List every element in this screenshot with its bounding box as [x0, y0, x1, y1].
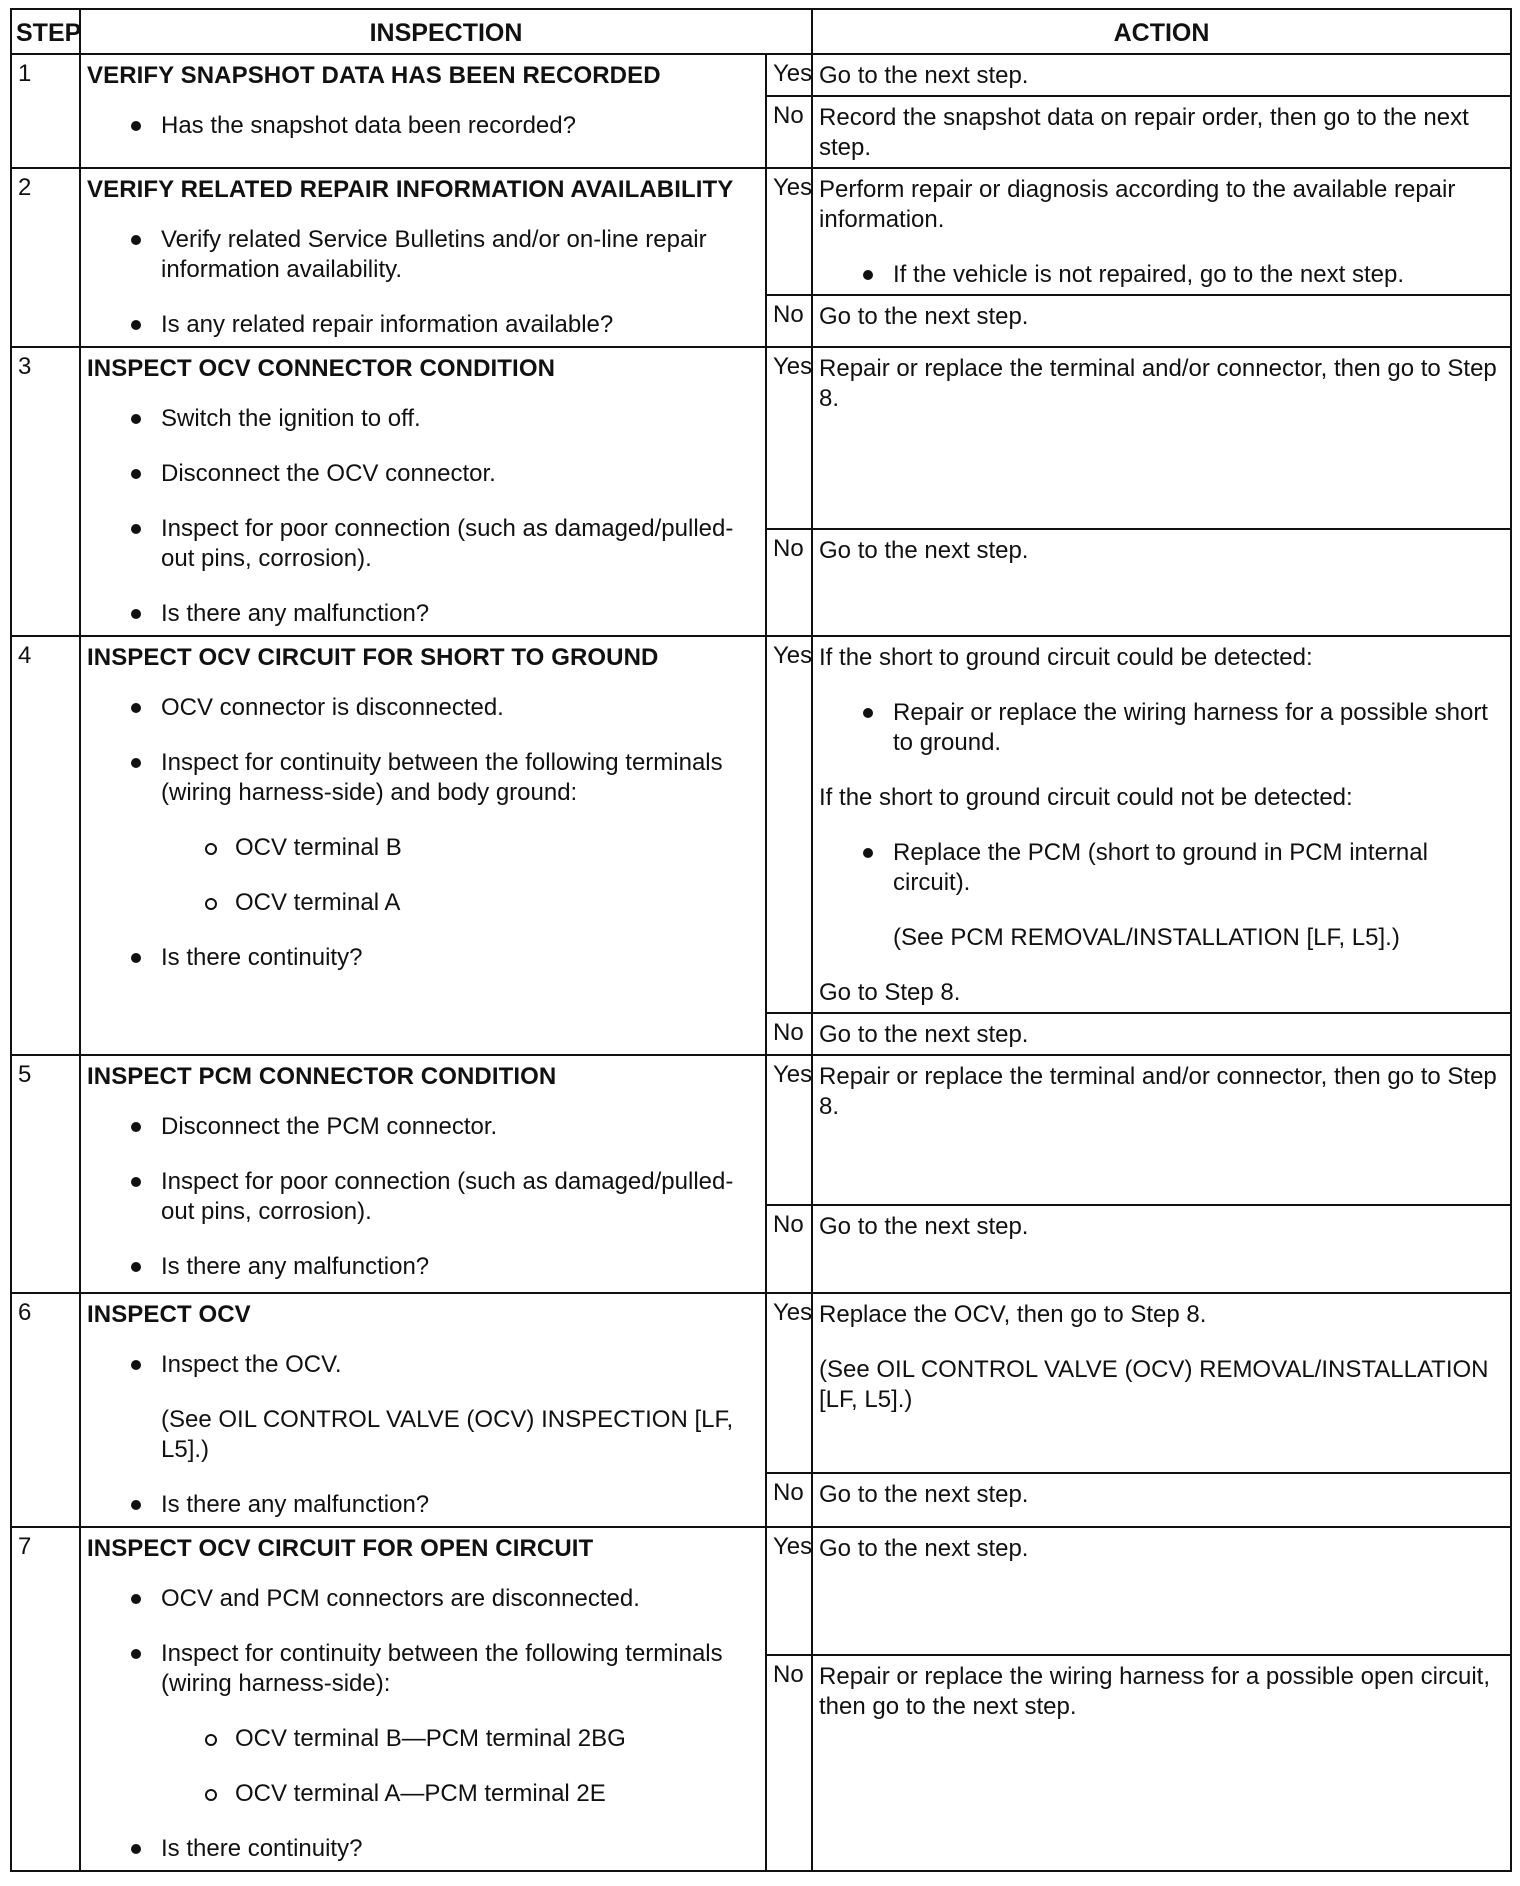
step-title: INSPECT OCV — [87, 1301, 251, 1328]
inspection-cell — [80, 1055, 766, 1293]
inspection-cell — [80, 347, 766, 636]
inspection-bullet: Disconnect the PCM connector. — [161, 1112, 759, 1142]
step-title: INSPECT OCV CONNECTOR CONDITION — [87, 355, 556, 382]
table-row — [11, 168, 1511, 295]
action-bullet: Repair or replace the wiring harness for a possible short to ground. — [893, 698, 1504, 758]
step-number: 5 — [11, 1055, 80, 1293]
yes-label: Yes — [766, 1293, 812, 1473]
action-no: Repair or replace the wiring harness for a possible open circuit, then go to the next step. — [812, 1655, 1511, 1871]
action-yes: Go to the next step. — [812, 54, 1511, 96]
yes-label: Yes — [766, 168, 812, 295]
step-title: INSPECT OCV CIRCUIT FOR OPEN CIRCUIT — [87, 1535, 594, 1562]
action-bullet: Replace the PCM (short to ground in PCM internal circuit). — [893, 838, 1504, 898]
table-row — [11, 1293, 1511, 1473]
yes-label: Yes — [766, 636, 812, 1013]
no-label: No — [766, 1205, 812, 1293]
inspection-cell — [80, 168, 766, 347]
terminal-sub-bullet: OCV terminal A—PCM terminal 2E — [235, 1779, 759, 1809]
no-label: No — [766, 295, 812, 347]
step-column-header: STEP — [11, 9, 80, 54]
table-row — [11, 1055, 1511, 1205]
step-number: 2 — [11, 168, 80, 347]
action-yes: Repair or replace the terminal and/or connector, then go to Step 8. — [812, 1055, 1511, 1205]
inspection-cell — [80, 1527, 766, 1871]
diagnostic-procedure-table — [10, 8, 1512, 1872]
action-yes: Go to the next step. — [812, 1527, 1511, 1655]
inspection-bullet: Is there any malfunction? — [161, 599, 759, 629]
step-title: VERIFY SNAPSHOT DATA HAS BEEN RECORDED — [87, 62, 661, 89]
diagnostic-page — [10, 8, 1510, 1872]
inspection-bullet: Switch the ignition to off. — [161, 404, 759, 434]
yes-label: Yes — [766, 1527, 812, 1655]
action-bullet: If the vehicle is not repaired, go to the next step. — [893, 260, 1504, 290]
action-yes: Repair or replace the terminal and/or connector, then go to Step 8. — [812, 347, 1511, 529]
inspection-column-header: INSPECTION — [80, 9, 812, 54]
inspection-bullet: Disconnect the OCV connector. — [161, 459, 759, 489]
action-no: Go to the next step. — [812, 1473, 1511, 1527]
action-no: Record the snapshot data on repair order, then go to the next step. — [812, 96, 1511, 168]
inspection-bullet: Is there any malfunction? — [161, 1490, 759, 1520]
inspection-cell — [80, 636, 766, 1055]
reference-note: (See OIL CONTROL VALVE (OCV) INSPECTION [LF, L5].) — [161, 1406, 734, 1463]
terminal-sub-bullet: OCV terminal B — [235, 833, 759, 863]
inspection-bullet: OCV connector is disconnected. — [161, 693, 759, 723]
action-no: Go to the next step. — [812, 1205, 1511, 1293]
yes-label: Yes — [766, 1055, 812, 1205]
action-no: Go to the next step. — [812, 295, 1511, 347]
action-column-header: ACTION — [812, 9, 1511, 54]
inspection-bullet: Is any related repair information available? — [161, 310, 759, 340]
action-yes: Perform repair or diagnosis according to the available repair information. If the vehicle is not repaired, go to the next step. — [812, 168, 1511, 295]
inspection-bullet: Is there continuity? — [161, 943, 759, 973]
inspection-bullet: Inspect for poor connection (such as damaged/pulled-out pins, corrosion). — [161, 1167, 759, 1227]
action-no: Go to the next step. — [812, 1013, 1511, 1055]
table-row — [11, 347, 1511, 529]
step-number: 4 — [11, 636, 80, 1055]
no-label: No — [766, 1013, 812, 1055]
inspection-bullet: Inspect for continuity between the following terminals (wiring harness-side): OCV terminal B—PCM terminal 2BG OCV terminal A—PCM terminal 2E — [161, 1639, 759, 1809]
inspection-bullet: Is there any malfunction? — [161, 1252, 759, 1282]
action-no: Go to the next step. — [812, 529, 1511, 636]
no-label: No — [766, 96, 812, 168]
terminal-sub-bullet: OCV terminal B—PCM terminal 2BG — [235, 1724, 759, 1754]
inspection-bullet: Verify related Service Bulletins and/or on-line repair information availability. — [161, 225, 759, 285]
step-number: 6 — [11, 1293, 80, 1527]
table-row — [11, 54, 1511, 96]
reference-note: (See PCM REMOVAL/INSTALLATION [LF, L5].) — [893, 924, 1400, 951]
terminal-sub-bullet: OCV terminal A — [235, 888, 759, 918]
inspection-cell — [80, 1293, 766, 1527]
step-title: INSPECT OCV CIRCUIT FOR SHORT TO GROUND — [87, 644, 659, 671]
table-header-row — [11, 9, 1511, 54]
yes-label: Yes — [766, 54, 812, 96]
inspection-bullet: Has the snapshot data been recorded? — [161, 111, 759, 141]
inspection-bullet: Inspect for continuity between the following terminals (wiring harness-side) and body ground: OCV terminal B OCV terminal A — [161, 748, 759, 918]
step-number: 3 — [11, 347, 80, 636]
inspection-bullet: Is there continuity? — [161, 1834, 759, 1864]
action-yes: If the short to ground circuit could be detected: Repair or replace the wiring harness for a possible short to ground. If the short to ground circuit could not be detected: Replace the PCM (short to ground in PCM internal circuit). (See PCM REMOVAL/INSTALLATION [LF, L5].) Go to Step 8. — [812, 636, 1511, 1013]
inspection-cell — [80, 54, 766, 168]
yes-label: Yes — [766, 347, 812, 529]
step-number: 1 — [11, 54, 80, 168]
inspection-bullet: Inspect the OCV. (See OIL CONTROL VALVE (OCV) INSPECTION [LF, L5].) — [161, 1350, 759, 1465]
inspection-bullet: Inspect for poor connection (such as damaged/pulled-out pins, corrosion). — [161, 514, 759, 574]
action-yes: Replace the OCV, then go to Step 8. (See OIL CONTROL VALVE (OCV) REMOVAL/INSTALLATION [LF, L5].) — [812, 1293, 1511, 1473]
reference-note: (See OIL CONTROL VALVE (OCV) REMOVAL/INSTALLATION [LF, L5].) — [819, 1356, 1489, 1413]
no-label: No — [766, 529, 812, 636]
step-title: INSPECT PCM CONNECTOR CONDITION — [87, 1063, 557, 1090]
step-title: VERIFY RELATED REPAIR INFORMATION AVAILABILITY — [87, 176, 734, 203]
no-label: No — [766, 1655, 812, 1871]
inspection-bullet: OCV and PCM connectors are disconnected. — [161, 1584, 759, 1614]
table-row — [11, 1527, 1511, 1655]
step-number: 7 — [11, 1527, 80, 1871]
no-label: No — [766, 1473, 812, 1527]
table-row — [11, 636, 1511, 1013]
